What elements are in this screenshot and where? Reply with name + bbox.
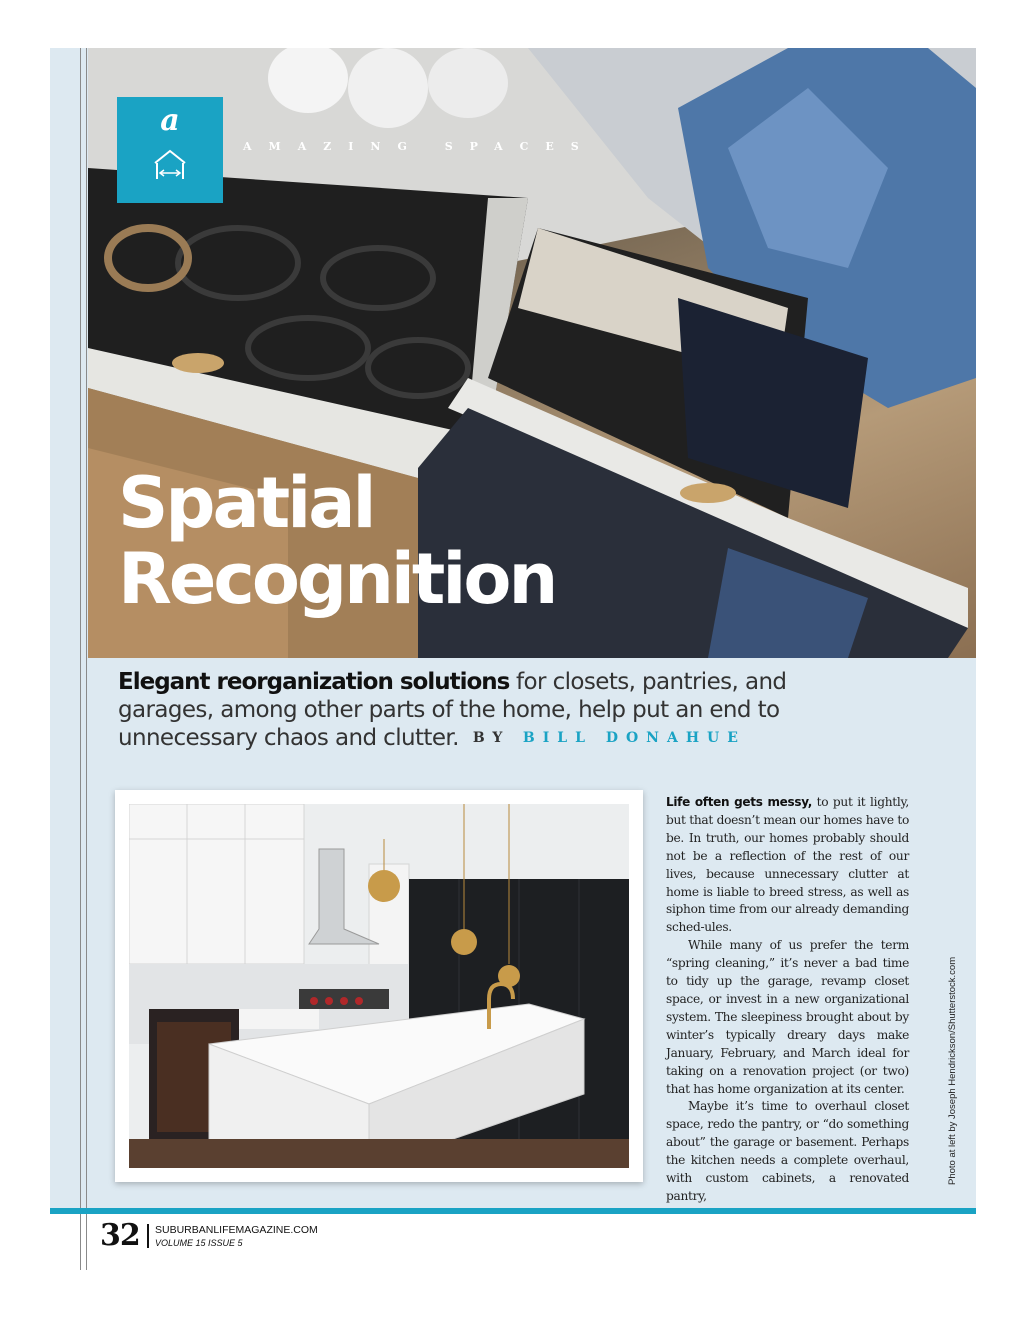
lead-in: Life often gets messy, [666,795,813,809]
logo-letter: a [160,103,180,138]
volume-issue: VOLUME 15 ISSUE 5 [155,1238,243,1248]
paragraph-3: Maybe it’s time to overhaul closet space, redo the pantry, or “do something about” the garage or basement. Perhaps the kitchen needs a complete overhaul, with custom cabinets, a renovated pantry, [666,1099,909,1203]
title-line-2: Recognition [118,538,556,620]
article-title [118,462,556,620]
magazine-website: SUBURBANLIFEMAGAZINE.COM [155,1224,318,1236]
byline-prefix: BY [472,730,511,746]
kitchen-illustration [129,804,629,1168]
dek-text: for closets, pantries, and garages, among other parts of the home, help put an end to unnecessary chaos and clutter. [118,669,787,751]
photo-credit: Photo at left by Joseph Hendrickson/Shutterstock.com [947,956,958,1185]
article-dek [118,668,878,752]
section-label: AMAZING SPACES [243,140,596,153]
author-name: BILL DONAHUE [522,730,746,746]
page-number: 32 [100,1218,140,1253]
kitchen-photo [115,790,643,1182]
title-line-1: Spatial [118,462,374,544]
gutter-line [80,48,81,1270]
gutter-line [86,48,87,1270]
footer-divider [147,1224,149,1248]
article-body [666,794,909,1206]
house-width-icon [117,97,223,203]
footer-rule [50,1208,976,1214]
section-logo [117,97,223,203]
byline [473,730,746,746]
paragraph-2: While many of us prefer the term “spring cleaning,” it’s never a bad time to tidy up the garage, revamp closet space, or invest in a new organizational system. The sleepiness brought about by winter’s typically dreary days make January, February, and March ideal for taking on a renovation project (or two) that has home organization at its center. [666,938,909,1096]
paragraph-1-text: to put it lightly, but that doesn’t mean our homes have to be. In truth, our homes probably should not be a reflection of the rest of our lives, because unnecessary clutter at home is liable to breed stress, as well as siphon time from our already demanding sched-ules. [666,795,909,935]
dek-bold: Elegant reorganization solutions [118,669,510,695]
paragraph-1 [666,794,909,937]
